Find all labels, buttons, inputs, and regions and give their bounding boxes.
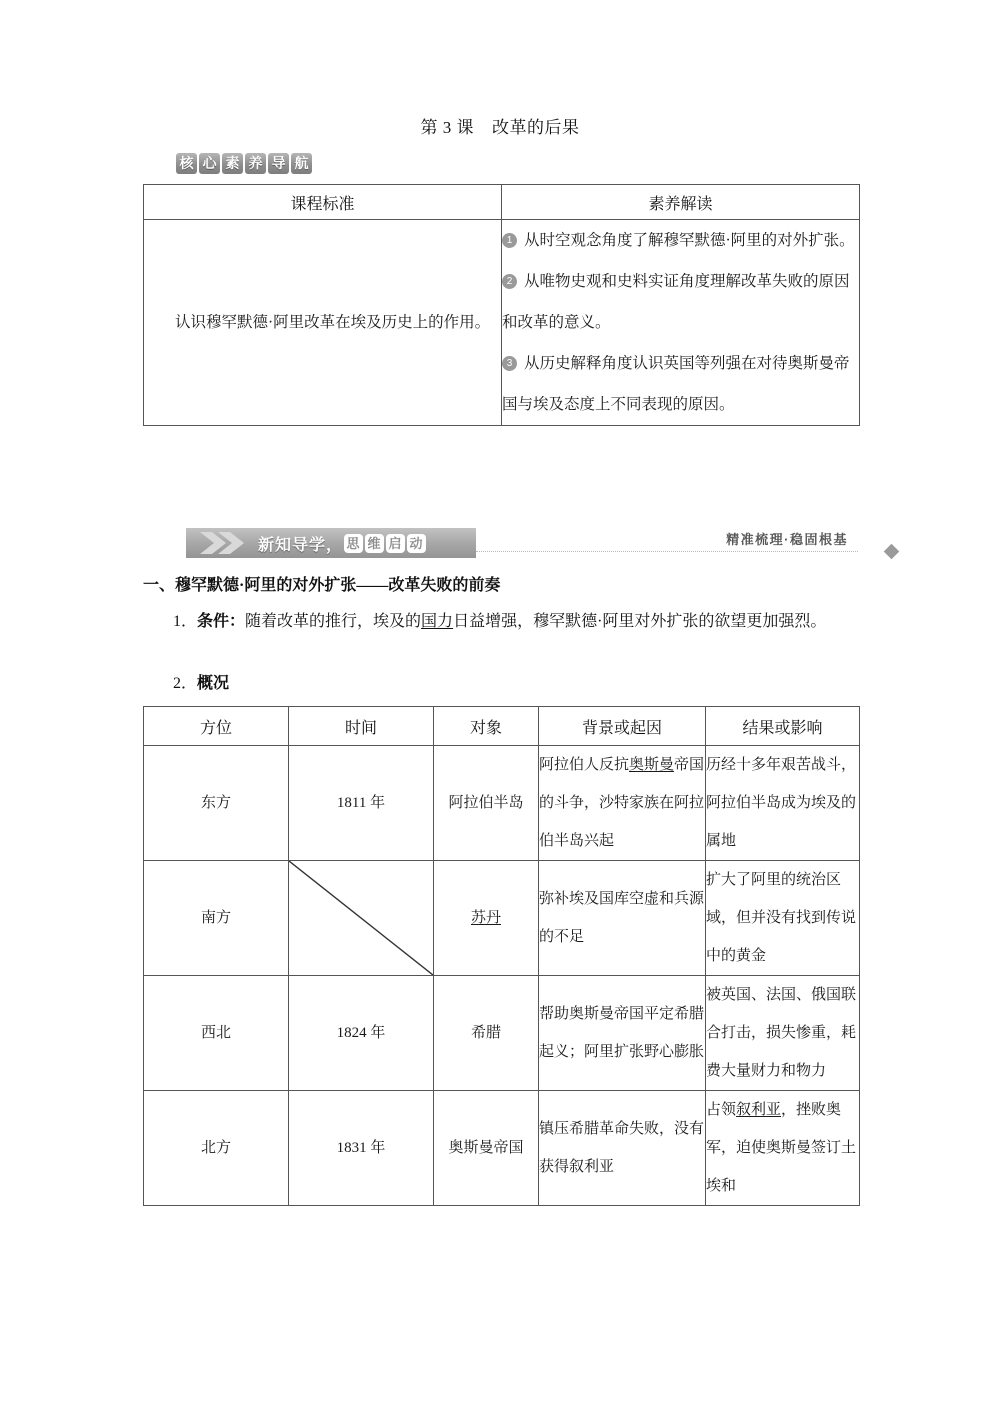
object-keyword: 苏丹 [470,910,501,926]
diagonal-slash-icon [289,861,433,975]
badge-char: 素 [222,153,243,174]
table-row [144,976,860,1091]
banner-comma: ， [326,536,344,554]
cell-direction: 北方 [144,1091,289,1206]
table-row [144,220,860,426]
banner-text-plain: 新知导学 [258,536,327,554]
cell-direction: 西北 [144,976,289,1091]
badge-char: 航 [291,153,312,174]
cell-time: 1824 年 [289,976,434,1091]
literacy-item-text: 从历史解释角度认识英国等列强在对待奥斯曼帝国与埃及态度上不同表现的原因。 [502,355,850,413]
cell-result: 被英国、法国、俄国联合打击，损失惨重，耗费大量财力和物力 [706,976,860,1091]
section-heading: 一、穆罕默德·阿里的对外扩张——改革失败的前奏 [143,577,501,594]
table-row [144,1091,860,1206]
cause-text-b: 帝国的斗争，沙特家族在阿拉伯半岛兴起 [539,757,705,849]
cell-time-blank[interactable] [289,861,434,976]
cell-result [706,746,860,861]
curriculum-standard-text: 认识穆罕默德·阿里改革在埃及历史上的作用。 [175,314,491,331]
cell-cause: 镇压希腊革命失败，没有获得叙利亚 [539,1091,706,1206]
badge-char: 养 [245,153,266,174]
banner-boxed-char: 思 [344,534,363,553]
result-keyword: 叙利亚 [736,1102,782,1118]
cell-cause: 弥补埃及国库空虚和兵源的不足 [539,861,706,976]
core-literacy-badge [176,153,312,174]
cell-result: 扩大了阿里的统治区域，但并没有找到传说中的黄金 [706,861,860,976]
badge-char: 心 [199,153,220,174]
cell-cause [539,746,706,861]
cell-direction: 南方 [144,861,289,976]
cell-object: 奥斯曼帝国 [434,1091,539,1206]
lesson-number: 第 3 课 [420,118,474,137]
cause-text-a: 阿拉伯人反抗 [539,757,630,773]
banner-boxed-char: 动 [407,534,426,553]
number-marker-1: 1 [502,233,517,248]
column-header-direction: 方位 [144,707,289,746]
curriculum-standard-cell [144,220,502,426]
cell-object [434,861,539,976]
number-marker-2: 2 [502,274,517,289]
banner-subtitle: 精准梳理·稳固根基 [726,532,848,547]
lesson-title-text: 改革的后果 [492,118,580,137]
number-marker-3: 3 [502,356,517,371]
point-label: 条件： [197,613,246,630]
page-title [0,113,1000,138]
point-text-a: 随着改革的推行，埃及的 [245,613,422,630]
standards-table [143,184,860,426]
result-text-a: 历经十多年艰苦战斗，阿拉伯半岛成为埃及的属地 [706,757,857,849]
point-text-b: 日益增强，穆罕默德·阿里对外扩张的欲望更加强烈。 [453,613,827,630]
table-header-row [144,185,860,220]
cell-time: 1831 年 [289,1091,434,1206]
point-label: 概况 [197,675,230,692]
column-header-curriculum-standard: 课程标准 [144,185,502,220]
point-keyword: 国力 [421,613,454,630]
badge-char: 导 [268,153,289,174]
result-text-a: 占领 [706,1102,737,1118]
section-point-1 [143,606,859,638]
cell-object: 阿拉伯半岛 [434,746,539,861]
point-number: 1． [173,613,198,630]
cell-time: 1811 年 [289,746,434,861]
cell-cause: 帮助奥斯曼帝国平定希腊起义；阿里扩张野心膨胀 [539,976,706,1091]
cause-keyword: 奥斯曼 [629,757,675,773]
literacy-item-text: 从时空观念角度了解穆罕默德·阿里的对外扩张。 [524,232,855,249]
banner-boxed-char: 启 [386,534,405,553]
list-item [502,261,859,343]
banner-divider [476,551,858,552]
result-text-b: ，挫败奥军，迫使奥斯曼签订土埃和 [706,1102,857,1194]
column-header-object: 对象 [434,707,539,746]
column-header-literacy-interpretation: 素养解读 [502,185,860,220]
column-header-cause: 背景或起因 [539,707,706,746]
list-item [502,220,859,261]
point-number: 2． [173,675,198,692]
list-item [502,343,859,425]
badge-char: 核 [176,153,197,174]
literacy-item-text: 从唯物史观和史料实证角度理解改革失败的原因和改革的意义。 [502,273,850,331]
cell-result [706,1091,860,1206]
diamond-icon [884,544,900,560]
table-header-row [144,707,860,746]
cell-object: 希腊 [434,976,539,1091]
table-row [144,746,860,861]
column-header-result: 结果或影响 [706,707,860,746]
table-row [144,861,860,976]
banner-boxed-char: 维 [365,534,384,553]
overview-table [143,706,860,1206]
cell-direction: 东方 [144,746,289,861]
literacy-interpretation-cell [502,220,860,426]
section-banner-label [186,528,476,558]
section-point-2 [143,668,859,700]
column-header-time: 时间 [289,707,434,746]
